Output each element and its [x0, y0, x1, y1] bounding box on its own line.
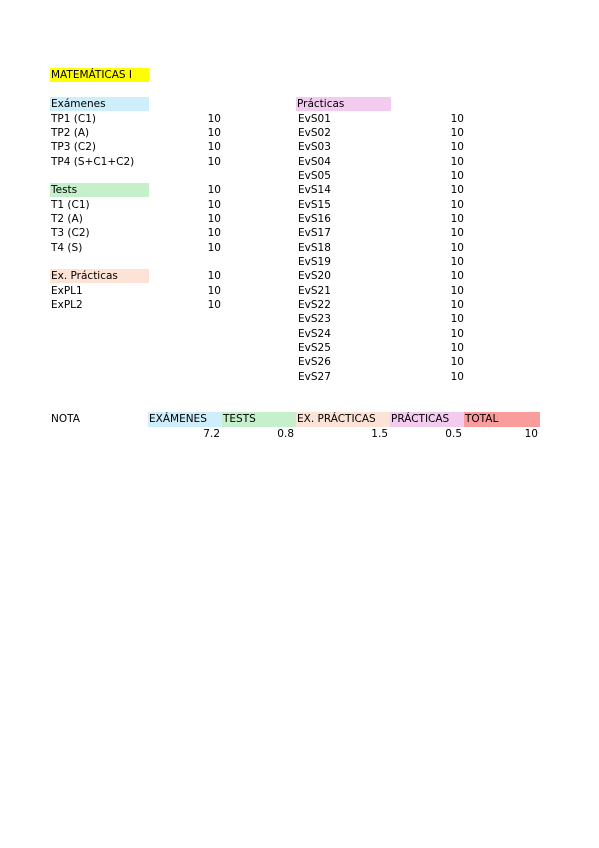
practica-row-label: EvS04 — [298, 155, 331, 168]
summary-value-examenes: 7.2 — [203, 428, 220, 440]
nota-label: NOTA — [51, 413, 80, 425]
practica-row-label: EvS16 — [298, 212, 331, 225]
practica-row-label: EvS27 — [298, 370, 331, 383]
practica-row-value: 10 — [450, 198, 464, 211]
practica-row-label: EvS20 — [298, 270, 331, 283]
practica-row-label: EvS19 — [298, 256, 331, 268]
summary-header-practicas: PRÁCTICAS — [390, 412, 464, 427]
practica-row-label: EvS05 — [298, 169, 331, 182]
test-row-value: 10 — [207, 241, 221, 254]
practica-row-value: 10 — [450, 126, 464, 139]
practica-row-value: 10 — [450, 212, 464, 225]
ex-practica-row-label: ExPL2 — [51, 298, 83, 311]
practica-row-value: 10 — [450, 356, 464, 369]
practica-row-value: 10 — [450, 256, 464, 268]
practica-row-label: EvS15 — [298, 198, 331, 211]
test-row-value: 10 — [207, 198, 221, 211]
summary-header-tests: TESTS — [222, 412, 296, 427]
summary-header-total: TOTAL — [464, 412, 540, 427]
practica-row-label: EvS22 — [298, 299, 331, 312]
practica-row-label: EvS21 — [298, 284, 331, 297]
test-row-label: T3 (C2) — [51, 227, 90, 240]
ex-practica-row-value: 10 — [207, 298, 221, 311]
examen-row-value: 10 — [207, 126, 221, 139]
examen-row-value: 10 — [207, 112, 221, 125]
practica-row-label: EvS24 — [298, 327, 331, 340]
practica-row-value: 10 — [450, 327, 464, 340]
practica-row-label: EvS25 — [298, 342, 331, 355]
test-row-value: 10 — [207, 212, 221, 225]
practica-row-label: EvS23 — [298, 313, 331, 326]
practica-row-value: 10 — [450, 155, 464, 168]
examen-row-value: 10 — [207, 155, 221, 168]
tests-header-value: 10 — [207, 184, 221, 196]
test-row-label: T2 (A) — [51, 212, 83, 225]
summary-header-ex-practicas: EX. PRÁCTICAS — [296, 412, 390, 427]
summary-header-examenes: EXÁMENES — [148, 412, 222, 427]
practica-row-value: 10 — [450, 112, 464, 125]
practica-row-value: 10 — [450, 313, 464, 326]
practica-row-value: 10 — [450, 184, 464, 197]
practica-row-label: EvS03 — [298, 141, 331, 154]
practica-row-label: EvS26 — [298, 356, 331, 369]
test-row-value: 10 — [207, 227, 221, 240]
practica-row-label: EvS01 — [298, 112, 331, 125]
summary-value-tests: 0.8 — [277, 428, 294, 440]
page-title: MATEMÁTICAS I — [50, 68, 149, 82]
ex-practica-row-label: ExPL1 — [51, 284, 83, 297]
practica-row-value: 10 — [450, 227, 464, 240]
practica-row-label: EvS14 — [298, 184, 331, 197]
practicas-header: Prácticas — [296, 97, 391, 111]
practica-row-label: EvS18 — [298, 241, 331, 254]
ex-practicas-header-value: 10 — [207, 270, 221, 282]
test-row-label: T1 (C1) — [51, 198, 90, 211]
ex-practica-row-value: 10 — [207, 284, 221, 297]
examenes-header: Exámenes — [50, 97, 149, 111]
practica-row-value: 10 — [450, 284, 464, 297]
practica-row-value: 10 — [450, 169, 464, 182]
examen-row-label: TP2 (A) — [51, 126, 90, 139]
examen-row-label: TP3 (C2) — [51, 141, 96, 154]
practica-row-value: 10 — [450, 342, 464, 355]
summary-value-total: 10 — [524, 428, 538, 440]
summary-value-ex-practicas: 1.5 — [371, 428, 388, 440]
test-row-label: T4 (S) — [51, 241, 83, 254]
practica-row-value: 10 — [450, 241, 464, 254]
practica-row-label: EvS17 — [298, 227, 331, 240]
summary-value-practicas: 0.5 — [445, 428, 462, 440]
ex-practicas-header: Ex. Prácticas — [50, 269, 149, 283]
practica-row-label: EvS02 — [298, 126, 331, 139]
practica-row-value: 10 — [450, 299, 464, 312]
examen-row-value: 10 — [207, 141, 221, 154]
examen-row-label: TP1 (C1) — [51, 112, 96, 125]
practica-row-value: 10 — [450, 370, 464, 383]
practica-row-value: 10 — [450, 141, 464, 154]
tests-header: Tests — [50, 183, 149, 197]
examen-row-label: TP4 (S+C1+C2) — [51, 155, 135, 168]
practica-row-value: 10 — [450, 270, 464, 283]
